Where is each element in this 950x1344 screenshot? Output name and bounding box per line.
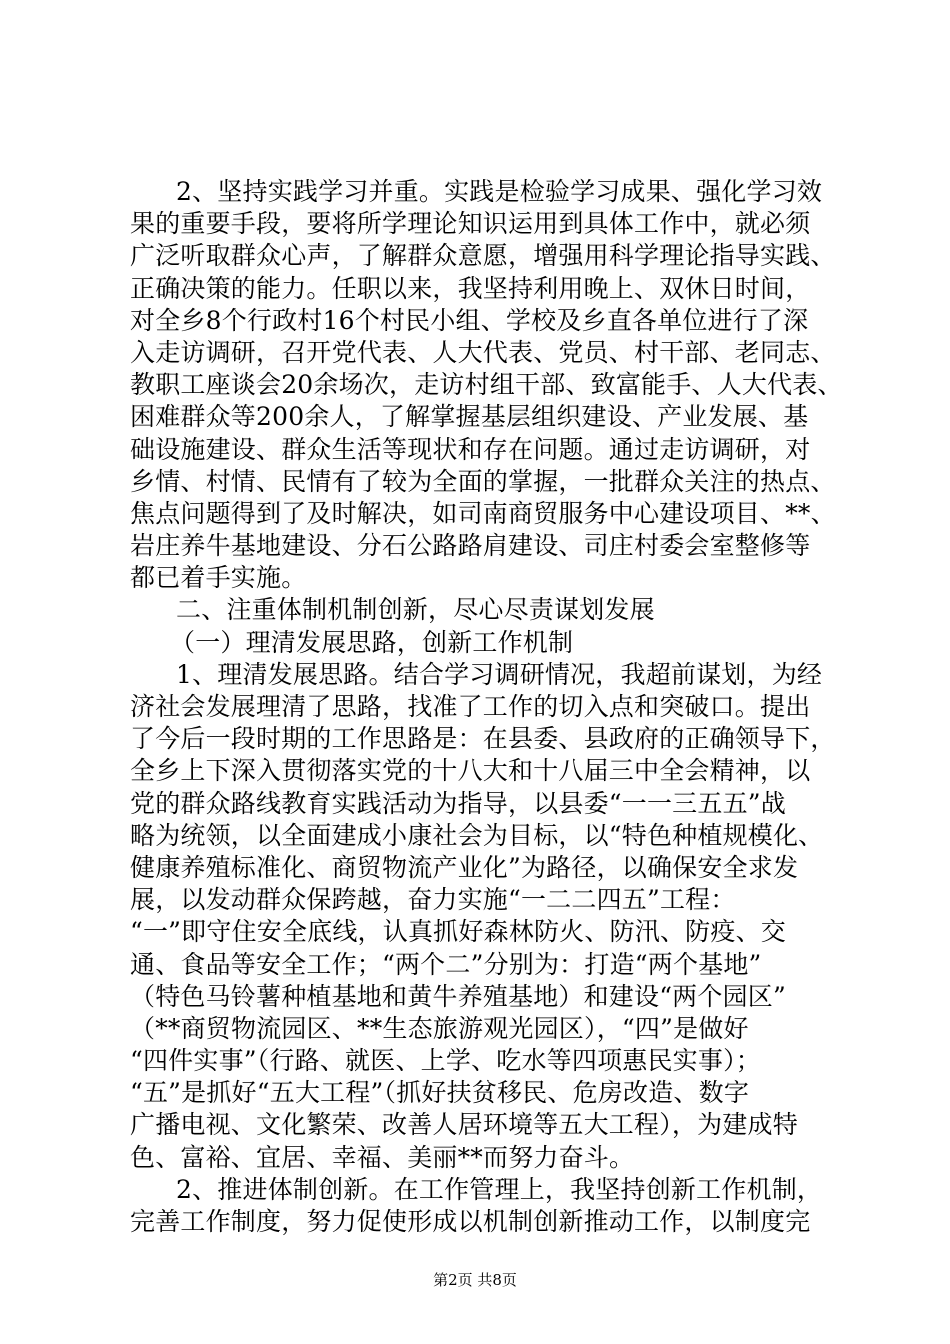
section-heading: 二、注重体制机制创新，尽心尽责谋划发展 bbox=[176, 595, 655, 625]
text-line: 通、食品等安全工作；“两个二”分别为：打造“两个基地” bbox=[130, 949, 762, 979]
text-line: 略为统领，以全面建成小康社会为目标，以“特色种植规模化、 bbox=[130, 820, 824, 850]
text-line: 乡情、村情、民情有了较为全面的掌握，一批群众关注的热点、 bbox=[130, 466, 836, 496]
text-line: 教职工座谈会20余场次，走访村组干部、致富能手、人大代表、 bbox=[130, 370, 843, 400]
text-line: “四件实事”（行路、就医、上学、吃水等四项惠民实事）； bbox=[130, 1046, 761, 1076]
text-line: 广播电视、文化繁荣、改善人居环境等五大工程），为建成特 bbox=[130, 1110, 798, 1140]
text-line: 完善工作制度，努力促使形成以机制创新推动工作，以制度完 bbox=[130, 1207, 811, 1236]
text-line: 入走访调研，召开党代表、人大代表、党员、村干部、老同志、 bbox=[130, 337, 836, 367]
text-line: 党的群众路线教育实践活动为指导，以县委“一一三五五”战 bbox=[130, 788, 786, 818]
document-body bbox=[130, 176, 842, 1238]
text-line: 色、富裕、宜居、幸福、美丽**而努力奋斗。 bbox=[130, 1142, 635, 1172]
text-line: 困难群众等200余人，了解掌握基层组织建设、产业发展、基 bbox=[130, 402, 809, 432]
text-line: 济社会发展理清了思路，找准了工作的切入点和突破口。提出 bbox=[130, 692, 811, 721]
text-line: 健康养殖标准化、商贸物流产业化”为路径，以确保安全求发 bbox=[130, 852, 799, 882]
subsection-heading: （一）理清发展思路，创新工作机制 bbox=[170, 627, 574, 657]
text-line: 都已着手实施。 bbox=[130, 563, 307, 593]
text-line: 展，以发动群众保跨越，奋力实施“一二二四五”工程： bbox=[130, 885, 736, 915]
text-line: 1、理清发展思路。结合学习调研情况，我超前谋划，为经 bbox=[176, 659, 823, 689]
page-footer: 第2页 共8页 bbox=[433, 1271, 517, 1289]
text-line: 焦点问题得到了及时解决，如司南商贸服务中心建设项目、**、 bbox=[130, 498, 836, 528]
text-line: “五”是抓好“五大工程”（抓好扶贫移民、危房改造、数字 bbox=[130, 1078, 750, 1108]
text-line: 正确决策的能力。任职以来，我坚持利用晚上、双休日时间， bbox=[130, 273, 811, 303]
text-line: 对全乡8个行政村16个村民小组、学校及乡直各单位进行了深 bbox=[130, 305, 809, 335]
text-line: 广泛听取群众心声，了解群众意愿，增强用科学理论指导实践、 bbox=[130, 241, 836, 271]
text-line: 全乡上下深入贯彻落实党的十八大和十八届三中全会精神，以 bbox=[130, 756, 811, 786]
text-line: 2、推进体制创新。在工作管理上，我坚持创新工作机制， bbox=[176, 1174, 823, 1204]
text-line: “一”即守住安全底线，认真抓好森林防火、防汛、防疫、交 bbox=[130, 917, 786, 947]
text-line: 果的重要手段，要将所学理论知识运用到具体工作中，就必须 bbox=[130, 209, 811, 239]
text-line: 础设施建设、群众生活等现状和存在问题。通过走访调研，对 bbox=[130, 434, 811, 464]
text-line: 2、坚持实践学习并重。实践是检验学习成果、强化学习效 bbox=[176, 177, 823, 206]
text-line: （**商贸物流园区、**生态旅游观光园区），“四”是做好 bbox=[130, 1013, 749, 1043]
text-line: 岩庄养牛基地建设、分石公路路肩建设、司庄村委会室整修等 bbox=[130, 531, 811, 561]
text-line: （特色马铃薯种植基地和黄牛养殖基地）和建设“两个园区” bbox=[130, 981, 786, 1011]
text-line: 了今后一段时期的工作思路是：在县委、县政府的正确领导下， bbox=[130, 724, 836, 754]
